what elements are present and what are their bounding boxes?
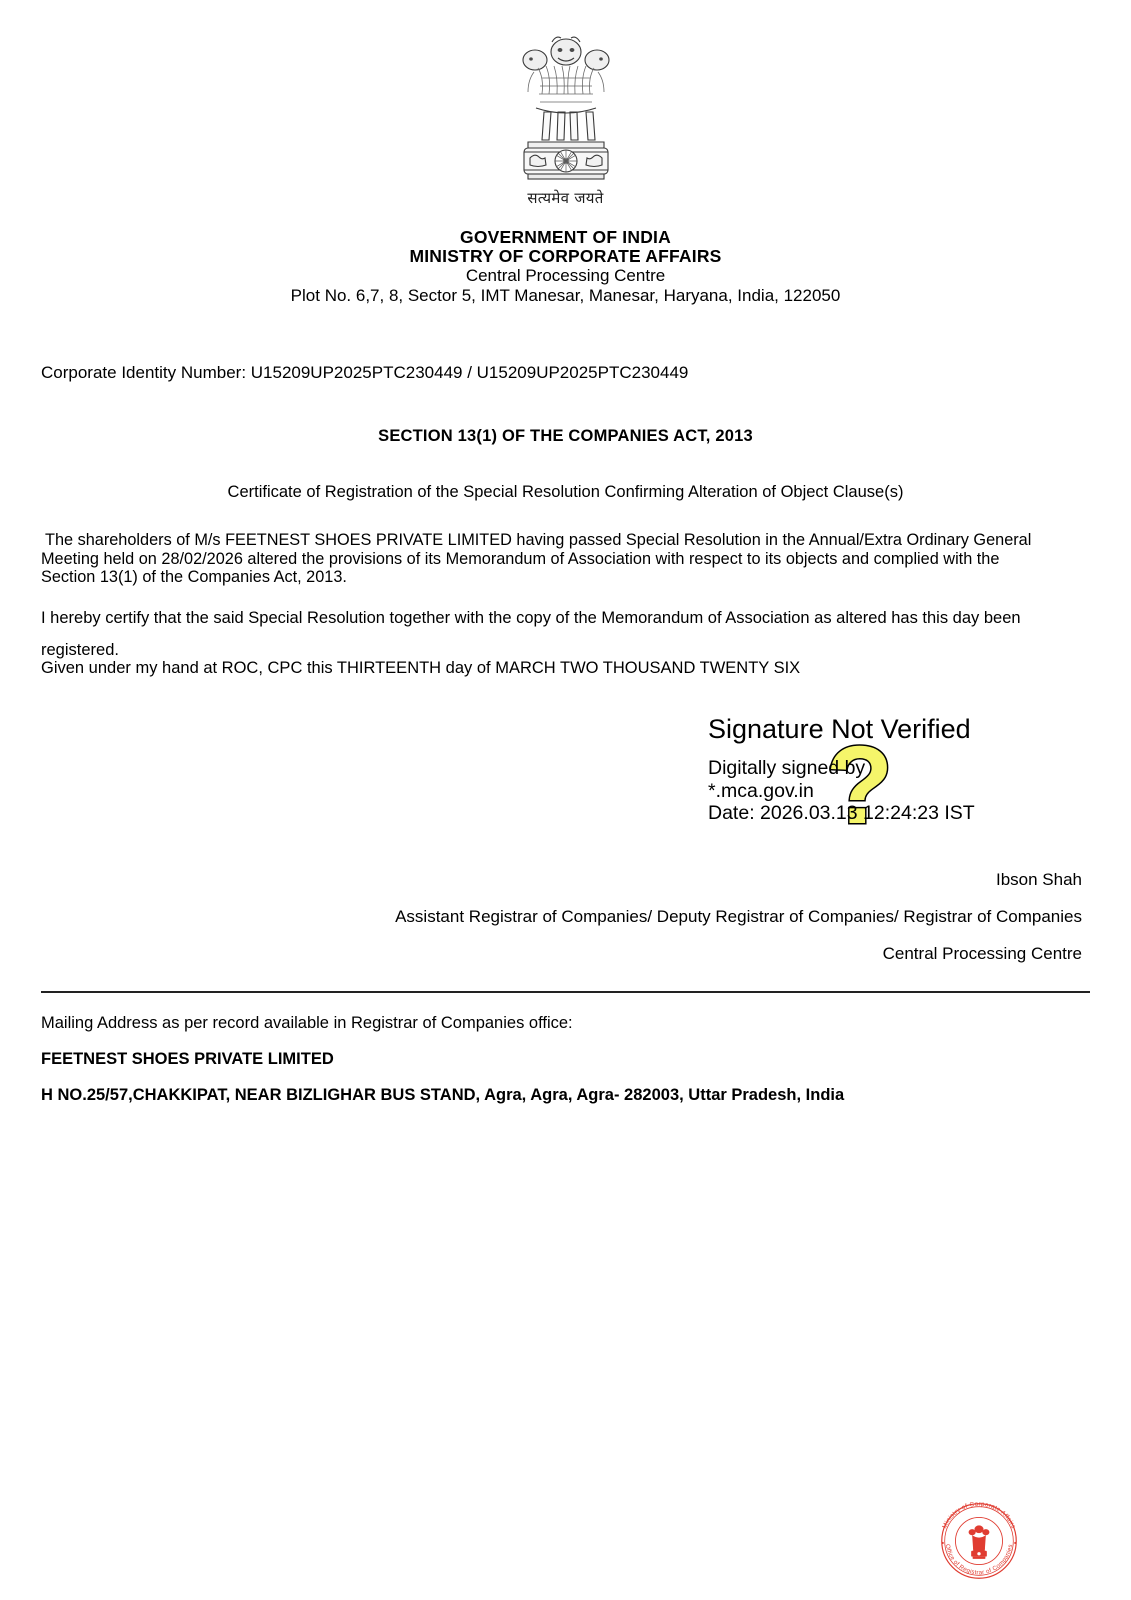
header-office: Central Processing Centre [465, 266, 666, 285]
section-title: SECTION 13(1) OF THE COMPANIES ACT, 2013 [378, 427, 753, 445]
emblem-header [0, 30, 1131, 206]
emblem-motto: सत्यमेव जयते [527, 189, 604, 207]
certificate-subtitle: Certificate of Registration of the Special Resolution Confirming Alteration of Object Clause(s) [227, 483, 904, 501]
mca-registrar-seal-icon [930, 1492, 1028, 1590]
header-ministry: MINISTRY OF CORPORATE AFFAIRS [409, 246, 722, 266]
svg-text:Office of Registrar of Compani: Office of Registrar of Companies [943, 1543, 1015, 1577]
signatory-designation: Assistant Registrar of Companies/ Deputy Registrar of Companies/ Registrar of Companies [395, 907, 1082, 926]
mailing-company-name: FEETNEST SHOES PRIVATE LIMITED [41, 1050, 334, 1068]
mailing-address-line: H NO.25/57,CHAKKIPAT, NEAR BIZLIGHAR BUS STAND, Agra, Agra, Agra- 282003, Uttar Pradesh, India [41, 1086, 845, 1104]
body-paragraph-2: I hereby certify that the said Special Resolution together with the copy of the Memorandum of Association as altered has this day been registered. [41, 609, 1021, 659]
corporate-identity-number: Corporate Identity Number: U15209UP2025PTC230449 / U15209UP2025PTC230449 [41, 363, 689, 382]
body-paragraph-3: Given under my hand at ROC, CPC this THIRTEENTH day of MARCH TWO THOUSAND TWENTY SIX [41, 659, 801, 677]
section-divider [41, 991, 1090, 993]
header-block [0, 228, 1131, 306]
signature-date: Date: 2026.03.13 12:24:23 IST [708, 802, 975, 824]
signatory-office: Central Processing Centre [882, 944, 1082, 963]
digital-signature-stamp [708, 713, 1038, 847]
svg-text:Ministry of Corporate Affairs: Ministry of Corporate Affairs [941, 1500, 1017, 1530]
body-paragraph-1: The shareholders of M/s FEETNEST SHOES PRIVATE LIMITED having passed Special Resolution in the Annual/Extra Ordinary General Meeting held on 28/02/2026 altered the provisions of its Memorandum of Association with respect to its objects and complied with the Section 13(1) of the Companies Act, 2013. [41, 531, 1032, 586]
signature-details [708, 757, 975, 825]
signature-status: Signature Not Verified [708, 714, 971, 744]
mailing-address-label: Mailing Address as per record available in Registrar of Companies office: [41, 1014, 573, 1032]
signatory-name: Ibson Shah [995, 870, 1082, 889]
india-state-emblem-icon [506, 30, 626, 190]
signature-signer: *.mca.gov.in [708, 779, 814, 802]
header-government: GOVERNMENT OF INDIA [460, 227, 671, 247]
question-mark-watermark-icon: ? [826, 724, 894, 847]
signature-signed-by-label: Digitally signed by [708, 757, 866, 779]
header-address: Plot No. 6,7, 8, Sector 5, IMT Manesar, Manesar, Haryana, India, 122050 [290, 286, 841, 305]
